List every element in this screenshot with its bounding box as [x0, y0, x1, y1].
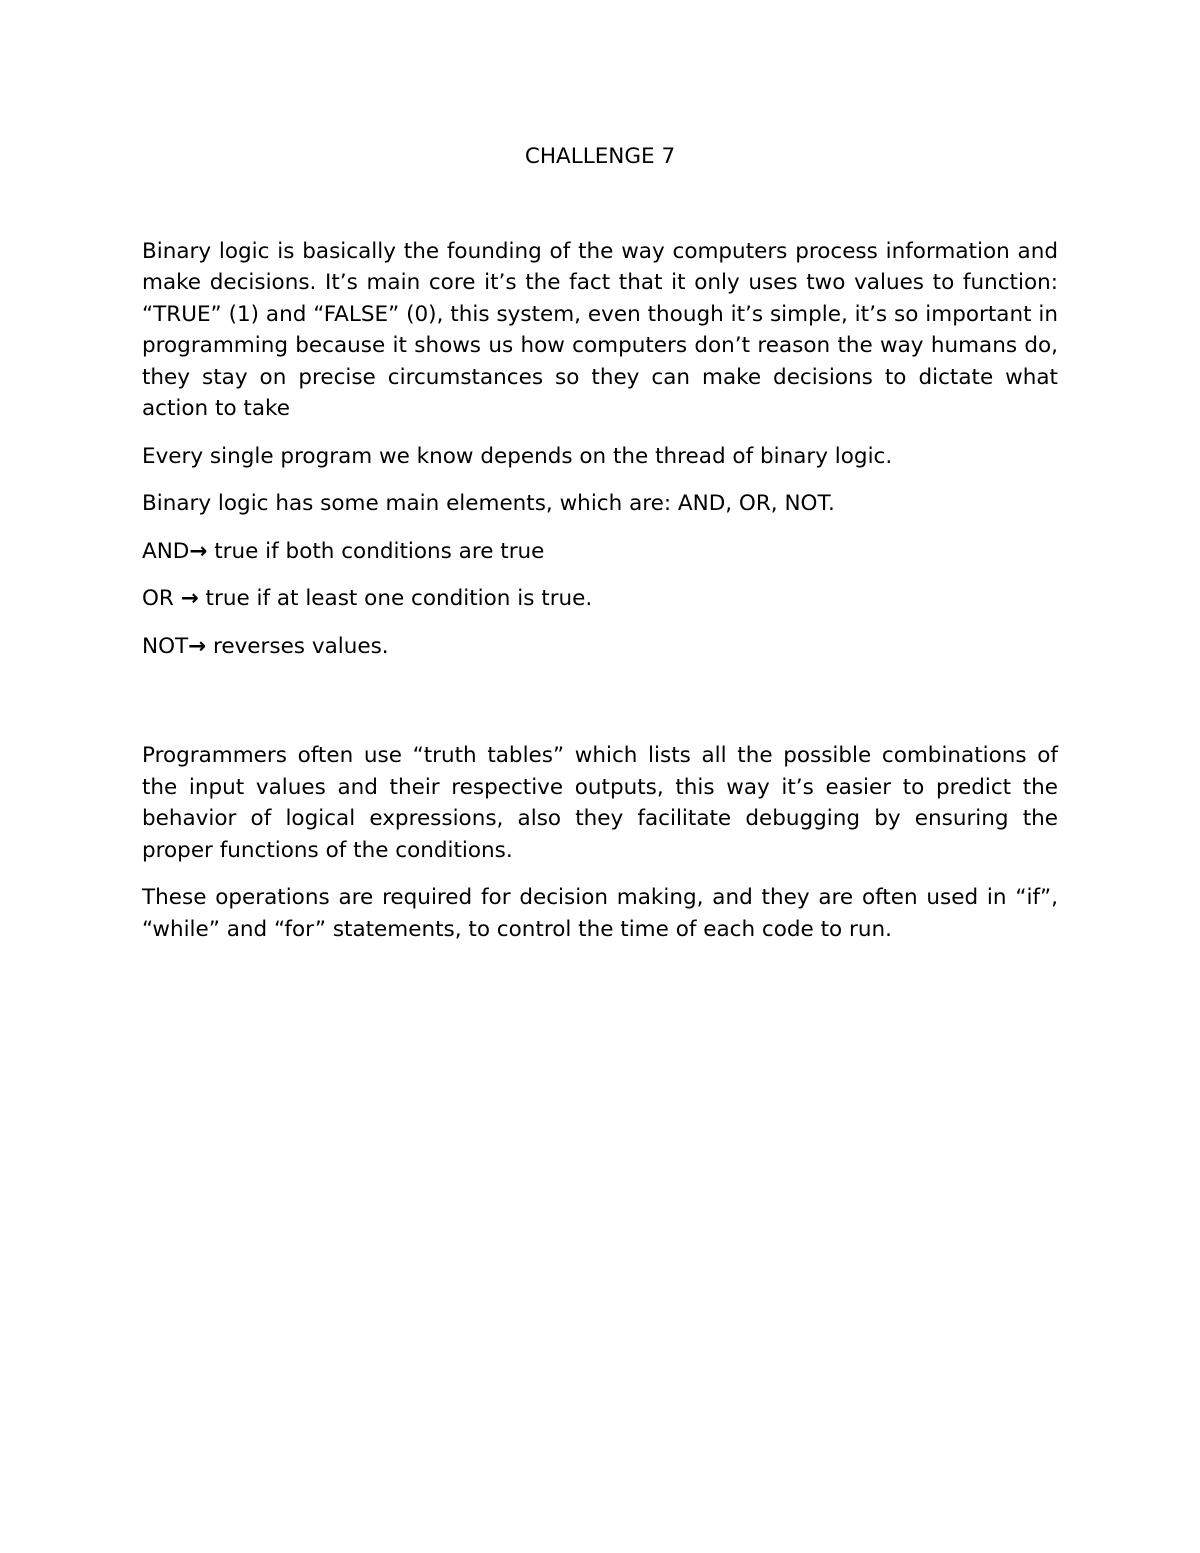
- truth-tables-paragraph: Programmers often use “truth tables” which lists all the possible combinations of the input values and their respective outputs, this way it’s easier to predict the behavior of logical expressions, also they facilitate debugging by ensuring the proper functions of the conditions.: [142, 743, 1058, 863]
- program-dependency-paragraph: Every single program we know depends on the thread of binary logic.: [142, 443, 893, 469]
- document-body: [142, 141, 1058, 961]
- arrow-icon: →: [188, 633, 207, 659]
- operator-not: [142, 631, 1058, 663]
- operator-and: [142, 536, 1058, 568]
- operator-not-name: NOT: [142, 633, 189, 659]
- arrow-icon: →: [189, 538, 208, 564]
- operator-and-name: AND: [142, 538, 190, 564]
- operations-usage-paragraph: These operations are required for decision making, and they are often used in “if”, “while” and “for” statements, to control the time of each code to run.: [142, 885, 1058, 942]
- operator-not-desc: reverses values.: [206, 633, 389, 659]
- operator-or: [142, 583, 1058, 615]
- intro-paragraph: Binary logic is basically the founding of the way computers process information and make decisions. It’s main core it’s the fact that it only uses two values to function: “TRUE” (1) and “FALSE” (0), this system, even though it’s simple, it’s so important in programming because it shows us how computers don’t reason the way humans do, they stay on precise circumstances so they can make decisions to dictate what action to take: [142, 238, 1058, 421]
- operator-or-name: OR: [142, 586, 181, 611]
- page-title: CHALLENGE 7: [524, 144, 676, 169]
- operator-or-desc: true if at least one condition is true.: [198, 586, 593, 611]
- operator-and-desc: true if both conditions are true: [207, 538, 545, 564]
- elements-paragraph: Binary logic has some main elements, which are: AND, OR, NOT.: [142, 491, 835, 516]
- arrow-icon: →: [180, 586, 199, 611]
